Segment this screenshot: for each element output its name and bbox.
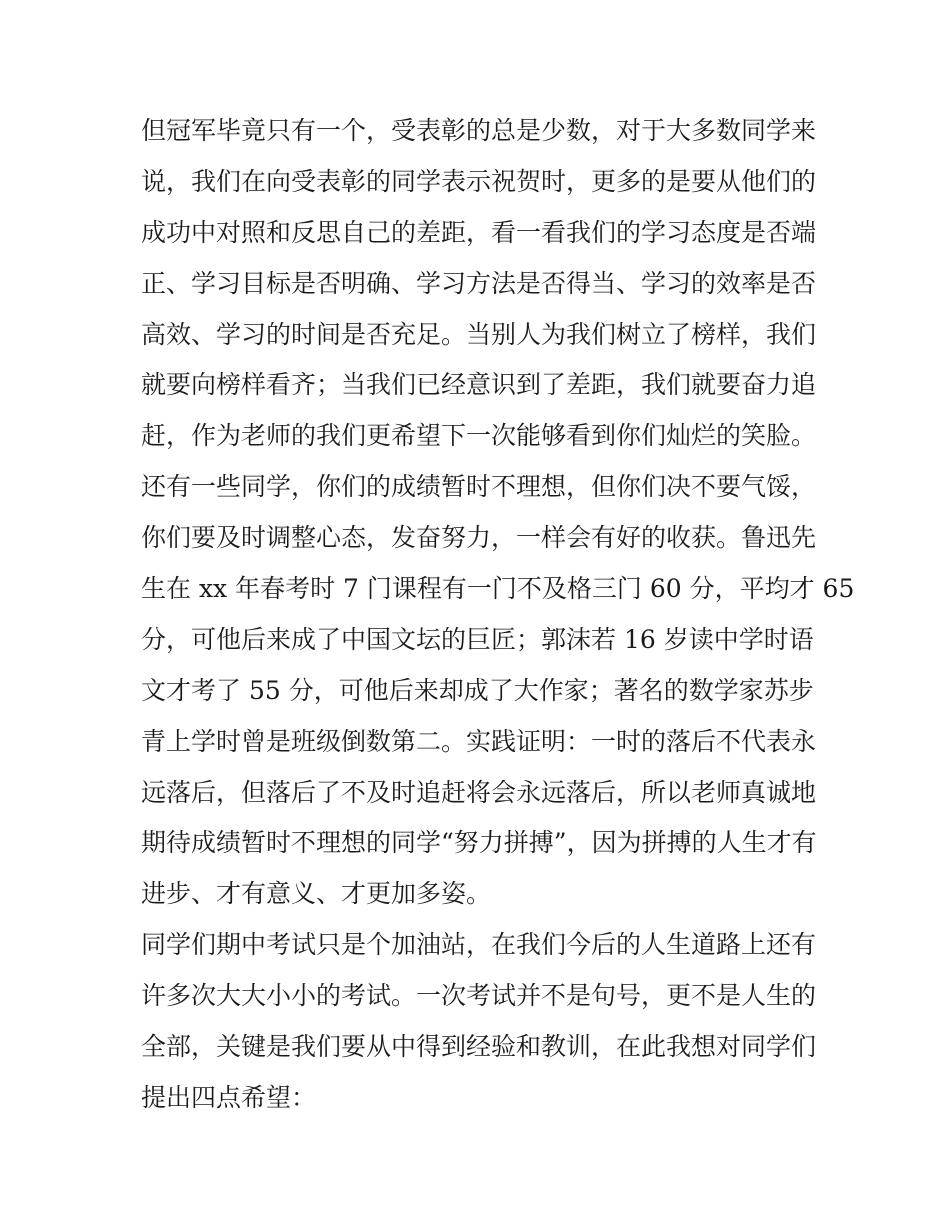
text-line: 但冠军毕竟只有一个，受表彰的总是少数，对于大多数同学来 (141, 116, 817, 145)
text-line: 全部，关键是我们要从中得到经验和教训，在此我想对同学们 (141, 1032, 817, 1062)
text-line: 远落后，但落后了不及时追赶将会永远落后，所以老师真诚地 (141, 777, 817, 807)
body-text (141, 106, 855, 1124)
text-line: 许多次大大小小的考试。一次考试并不是句号，更不是人生的 (141, 981, 817, 1011)
text-line: 还有一些同学，你们的成绩暂时不理想，但你们决不要气馁， (141, 472, 817, 502)
text-line: 生在 xx 年春考时 7 门课程有一门不及格三门 60 分，平均才 65 (141, 574, 855, 604)
text-line: 分，可他后来成了中国文坛的巨匠；郭沫若 16 岁读中学时语 (141, 624, 814, 654)
text-line: 就要向榜样看齐；当我们已经意识到了差距，我们就要奋力追 (141, 370, 817, 400)
text-line: 正、学习目标是否明确、学习方法是否得当、学习的效率是否 (141, 268, 817, 298)
text-line: 文才考了 55 分，可他后来却成了大作家；著名的数学家苏步 (141, 675, 814, 705)
text-line: 赶，作为老师的我们更希望下一次能够看到你们灿烂的笑脸。 (141, 421, 817, 451)
text-line: 青上学时曾是班级倒数第二。实践证明：一时的落后不代表永 (141, 726, 817, 756)
text-line: 高效、学习的时间是否充足。当别人为我们树立了榜样，我们 (141, 319, 817, 349)
text-line: 你们要及时调整心态，发奋努力，一样会有好的收获。鲁迅先 (141, 523, 817, 553)
text-line: 成功中对照和反思自己的差距，看一看我们的学习态度是否端 (141, 217, 817, 247)
text-line: 提出四点希望： (141, 1082, 317, 1112)
text-line: 同学们期中考试只是个加油站，在我们今后的人生道路上还有 (141, 930, 817, 960)
text-line: 进步、才有意义、才更加多姿。 (141, 879, 492, 909)
text-line: 说，我们在向受表彰的同学表示祝贺时，更多的是要从他们的 (141, 166, 817, 196)
text-line: 期待成绩暂时不理想的同学“努力拼搏”，因为拼搏的人生才有 (141, 828, 817, 858)
